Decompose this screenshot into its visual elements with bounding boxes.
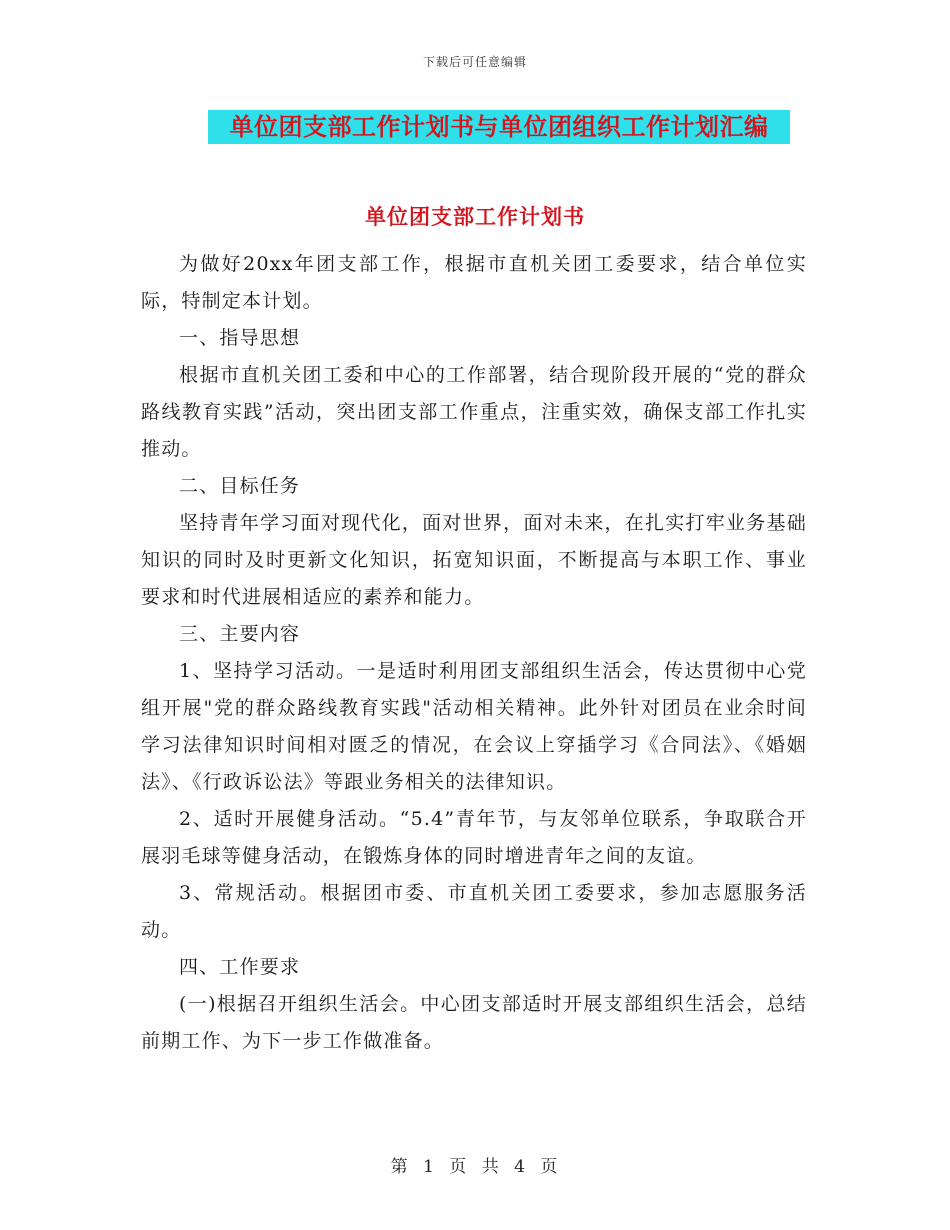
paragraph-intro: 为做好20xx年团支部工作，根据市直机关团工委要求，结合单位实际，特制定本计划。 [141,253,807,312]
page-indicator: 第 1 页 共 4 页 [390,1157,560,1177]
paragraph-organization-meeting: (一)根据召开组织生活会。中心团支部适时开展支部组织生活会，总结前期工作、为下一步工作做准备。 [141,993,807,1052]
section-title: 单位团支部工作计划书 [365,205,585,229]
header-note: 下载后可任意编辑 [422,55,527,69]
main-title: 单位团支部工作计划书与单位团组织工作计划汇编 [229,113,769,141]
heading-goals: 二、目标任务 [179,475,301,497]
paragraph-fitness-activities: 2、适时开展健身活动。“5.4”青年节，与友邻单位联系，争取联合开展羽毛球等健身活动，在锻炼身体的同时增进青年之间的友谊。 [141,808,807,867]
paragraph-goals: 坚持青年学习面对现代化，面对世界，面对未来，在扎实打牢业务基础知识的同时及时更新文化知识，拓宽知识面，不断提高与本职工作、事业要求和时代进展相适应的素养和能力。 [141,512,807,608]
paragraph-guiding-ideology: 根据市直机关团工委和中心的工作部署，结合现阶段开展的“党的群众路线教育实践”活动，突出团支部工作重点，注重实效，确保支部工作扎实推动。 [141,364,807,460]
heading-guiding-ideology: 一、指导思想 [179,327,301,349]
paragraph-regular-activities: 3、常规活动。根据团市委、市直机关团工委要求，参加志愿服务活动。 [141,882,807,941]
heading-work-requirements: 四、工作要求 [179,956,301,978]
document-body [141,246,807,1060]
heading-main-content: 三、主要内容 [179,623,301,645]
paragraph-study-activities: 1、坚持学习活动。一是适时利用团支部组织生活会，传达贯彻中心党组开展"党的群众路线教育实践"活动相关精神。此外针对团员在业余时间学习法律知识时间相对匮乏的情况，在会议上穿插学习《合同法》、《婚姻法》、《行政诉讼法》等跟业务相关的法律知识。 [141,660,807,793]
main-title-highlight [208,110,790,144]
